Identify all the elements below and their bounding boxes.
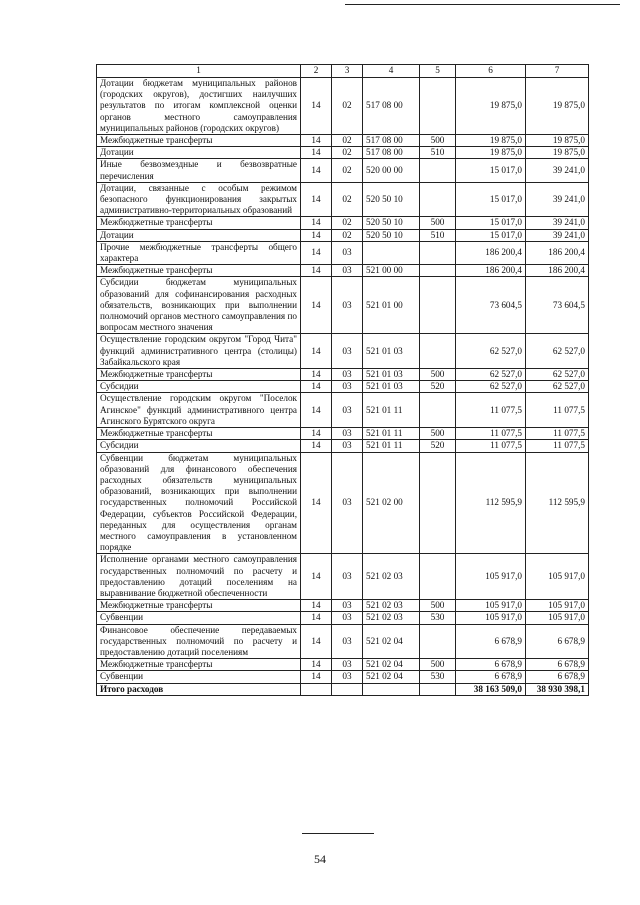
row-target-code: 521 02 03	[363, 612, 420, 624]
row-subsection: 03	[332, 612, 363, 624]
row-expense-type	[420, 182, 456, 217]
row-expense-type: 500	[420, 369, 456, 381]
row-value-col6: 105 917,0	[456, 554, 526, 600]
row-section: 14	[301, 78, 332, 135]
row-expense-type: 500	[420, 135, 456, 147]
row-target-code	[363, 241, 420, 264]
row-name: Межбюджетные трансферты	[97, 659, 301, 671]
row-expense-type	[420, 265, 456, 277]
row-section: 14	[301, 217, 332, 229]
table-row	[97, 612, 589, 624]
row-expense-type: 510	[420, 229, 456, 241]
table-row	[97, 78, 589, 135]
row-target-code: 520 50 10	[363, 182, 420, 217]
table-row	[97, 600, 589, 612]
row-subsection: 03	[332, 241, 363, 264]
row-target-code: 521 02 00	[363, 452, 420, 554]
row-target-code: 521 01 00	[363, 277, 420, 334]
header-col-4: 4	[363, 65, 420, 78]
row-target-code: 521 02 03	[363, 600, 420, 612]
row-section: 14	[301, 612, 332, 624]
row-value-col7: 62 527,0	[526, 369, 589, 381]
row-name: Субсидии	[97, 440, 301, 452]
row-section: 14	[301, 334, 332, 369]
row-subsection: 02	[332, 147, 363, 159]
row-name: Межбюджетные трансферты	[97, 428, 301, 440]
table-row	[97, 334, 589, 369]
table-row	[97, 393, 589, 428]
row-name: Субсидии	[97, 381, 301, 393]
row-value-col6: 11 077,5	[456, 393, 526, 428]
total-value-2012: 38 930 398,1	[526, 683, 589, 695]
table-row	[97, 659, 589, 671]
top-rule	[345, 4, 620, 5]
row-value-col6: 186 200,4	[456, 265, 526, 277]
row-target-code: 521 02 03	[363, 554, 420, 600]
row-subsection: 03	[332, 671, 363, 683]
table-row	[97, 265, 589, 277]
row-target-code: 520 50 10	[363, 217, 420, 229]
row-section: 14	[301, 277, 332, 334]
table-header	[97, 65, 589, 78]
row-value-col7: 6 678,9	[526, 671, 589, 683]
row-section: 14	[301, 393, 332, 428]
row-name: Прочие межбюджетные трансферты общего характера	[97, 241, 301, 264]
row-name: Субвенции бюджетам муниципальных образований для финансового обеспечения расходных обязательств муниципальных образований, возникающих при выполнении государственных полномочий Российской Федерации, субъектов Российской Федерации, переданных для осуществления органам местного самоуправления в установленном порядке	[97, 452, 301, 554]
row-value-col7: 73 604,5	[526, 277, 589, 334]
row-subsection: 02	[332, 182, 363, 217]
row-value-col6: 105 917,0	[456, 600, 526, 612]
row-value-col7: 11 077,5	[526, 428, 589, 440]
row-subsection: 02	[332, 229, 363, 241]
row-section: 14	[301, 671, 332, 683]
row-expense-type: 520	[420, 440, 456, 452]
row-name: Субвенции	[97, 612, 301, 624]
row-section: 14	[301, 452, 332, 554]
row-subsection: 02	[332, 135, 363, 147]
row-name: Дотации	[97, 147, 301, 159]
row-subsection: 02	[332, 217, 363, 229]
row-value-col7: 6 678,9	[526, 624, 589, 659]
row-subsection: 03	[332, 381, 363, 393]
table-body	[97, 78, 589, 684]
row-value-col7: 39 241,0	[526, 159, 589, 182]
row-subsection: 03	[332, 369, 363, 381]
table-row	[97, 277, 589, 334]
row-value-col7: 186 200,4	[526, 241, 589, 264]
row-name: Исполнение органами местного самоуправления государственных полномочий по расчету и предоставлению дотаций поселениям на выравнивание бюджетной обеспеченности	[97, 554, 301, 600]
row-target-code: 521 01 11	[363, 428, 420, 440]
row-value-col6: 11 077,5	[456, 440, 526, 452]
row-section: 14	[301, 624, 332, 659]
row-target-code: 521 02 04	[363, 624, 420, 659]
total-c5	[420, 683, 456, 695]
row-target-code: 520 50 10	[363, 229, 420, 241]
row-value-col7: 62 527,0	[526, 334, 589, 369]
table-row	[97, 381, 589, 393]
header-col-7: 7	[526, 65, 589, 78]
row-value-col6: 15 017,0	[456, 217, 526, 229]
row-value-col7: 39 241,0	[526, 229, 589, 241]
row-value-col7: 105 917,0	[526, 554, 589, 600]
row-name: Дотации	[97, 229, 301, 241]
row-section: 14	[301, 159, 332, 182]
row-value-col7: 11 077,5	[526, 393, 589, 428]
row-value-col6: 6 678,9	[456, 671, 526, 683]
row-name: Межбюджетные трансферты	[97, 265, 301, 277]
row-section: 14	[301, 182, 332, 217]
row-value-col6: 186 200,4	[456, 241, 526, 264]
row-value-col7: 105 917,0	[526, 600, 589, 612]
row-name: Финансовое обеспечение передаваемых государственных полномочий по расчету и предоставлению дотаций поселениям	[97, 624, 301, 659]
row-expense-type	[420, 241, 456, 264]
row-value-col6: 105 917,0	[456, 612, 526, 624]
header-col-1: 1	[97, 65, 301, 78]
header-row	[97, 65, 589, 78]
total-c4	[363, 683, 420, 695]
total-c3	[332, 683, 363, 695]
row-target-code: 517 08 00	[363, 78, 420, 135]
total-value-2011: 38 163 509,0	[456, 683, 526, 695]
row-value-col6: 62 527,0	[456, 369, 526, 381]
row-value-col7: 19 875,0	[526, 78, 589, 135]
table-row	[97, 671, 589, 683]
row-subsection: 03	[332, 554, 363, 600]
row-section: 14	[301, 440, 332, 452]
row-expense-type: 500	[420, 428, 456, 440]
row-section: 14	[301, 241, 332, 264]
row-subsection: 03	[332, 440, 363, 452]
row-target-code: 521 01 03	[363, 381, 420, 393]
row-target-code: 517 08 00	[363, 135, 420, 147]
row-value-col7: 62 527,0	[526, 381, 589, 393]
row-value-col6: 15 017,0	[456, 182, 526, 217]
row-expense-type: 530	[420, 612, 456, 624]
row-target-code: 521 02 04	[363, 671, 420, 683]
row-value-col6: 15 017,0	[456, 229, 526, 241]
row-expense-type: 510	[420, 147, 456, 159]
row-subsection: 03	[332, 428, 363, 440]
table-row	[97, 241, 589, 264]
row-value-col6: 15 017,0	[456, 159, 526, 182]
row-subsection: 03	[332, 600, 363, 612]
total-row	[97, 683, 589, 695]
row-expense-type: 520	[420, 381, 456, 393]
row-value-col6: 62 527,0	[456, 381, 526, 393]
row-section: 14	[301, 265, 332, 277]
row-target-code: 521 02 04	[363, 659, 420, 671]
row-value-col7: 11 077,5	[526, 440, 589, 452]
row-expense-type	[420, 78, 456, 135]
row-value-col7: 39 241,0	[526, 217, 589, 229]
row-subsection: 03	[332, 393, 363, 428]
table-row	[97, 369, 589, 381]
table-row	[97, 217, 589, 229]
row-value-col6: 112 595,9	[456, 452, 526, 554]
row-target-code: 521 00 00	[363, 265, 420, 277]
page-number: 54	[314, 852, 326, 866]
row-target-code: 520 00 00	[363, 159, 420, 182]
row-value-col6: 11 077,5	[456, 428, 526, 440]
total-label: Итого расходов	[97, 683, 301, 695]
footer-rule	[302, 833, 374, 834]
row-name: Дотации, связанные с особым режимом безопасного функционирования закрытых административно-территориальных образований	[97, 182, 301, 217]
row-value-col7: 19 875,0	[526, 135, 589, 147]
row-subsection: 03	[332, 265, 363, 277]
row-value-col6: 73 604,5	[456, 277, 526, 334]
table-row	[97, 229, 589, 241]
row-expense-type: 500	[420, 659, 456, 671]
row-subsection: 03	[332, 277, 363, 334]
row-name: Межбюджетные трансферты	[97, 369, 301, 381]
budget-table	[96, 64, 589, 696]
table-row	[97, 624, 589, 659]
row-target-code: 521 01 11	[363, 393, 420, 428]
row-section: 14	[301, 600, 332, 612]
row-value-col7: 112 595,9	[526, 452, 589, 554]
row-expense-type	[420, 624, 456, 659]
header-col-3: 3	[332, 65, 363, 78]
row-subsection: 03	[332, 452, 363, 554]
row-name: Межбюджетные трансферты	[97, 135, 301, 147]
row-expense-type	[420, 393, 456, 428]
header-col-6: 6	[456, 65, 526, 78]
row-target-code: 521 01 11	[363, 440, 420, 452]
row-subsection: 02	[332, 78, 363, 135]
row-expense-type	[420, 159, 456, 182]
row-value-col7: 6 678,9	[526, 659, 589, 671]
row-value-col6: 62 527,0	[456, 334, 526, 369]
header-col-2: 2	[301, 65, 332, 78]
row-name: Осуществление городским округом "Поселок Агинское" функций административного центра Агинского Бурятского округа	[97, 393, 301, 428]
table-row	[97, 147, 589, 159]
row-subsection: 03	[332, 334, 363, 369]
row-subsection: 03	[332, 659, 363, 671]
row-name: Межбюджетные трансферты	[97, 217, 301, 229]
row-expense-type: 500	[420, 217, 456, 229]
row-value-col6: 19 875,0	[456, 147, 526, 159]
row-section: 14	[301, 135, 332, 147]
table-row	[97, 182, 589, 217]
row-value-col6: 19 875,0	[456, 135, 526, 147]
row-value-col7: 105 917,0	[526, 612, 589, 624]
table-row	[97, 554, 589, 600]
row-value-col6: 19 875,0	[456, 78, 526, 135]
row-name: Осуществление городским округом "Город Чита" функций административного центра (столицы) Забайкальского края	[97, 334, 301, 369]
row-section: 14	[301, 659, 332, 671]
table-row	[97, 159, 589, 182]
row-section: 14	[301, 428, 332, 440]
table-row	[97, 440, 589, 452]
row-value-col7: 39 241,0	[526, 182, 589, 217]
row-name: Субвенции	[97, 671, 301, 683]
row-subsection: 02	[332, 159, 363, 182]
row-value-col6: 6 678,9	[456, 624, 526, 659]
table-row	[97, 452, 589, 554]
row-target-code: 521 01 03	[363, 369, 420, 381]
row-value-col7: 186 200,4	[526, 265, 589, 277]
total-c2	[301, 683, 332, 695]
row-section: 14	[301, 554, 332, 600]
row-expense-type: 530	[420, 671, 456, 683]
row-name: Дотации бюджетам муниципальных районов (городских округов), достигших наилучших результатов по итогам комплексной оценки органов местного самоуправления муниципальных районов (городских округов)	[97, 78, 301, 135]
row-name: Межбюджетные трансферты	[97, 600, 301, 612]
row-section: 14	[301, 369, 332, 381]
table-row	[97, 428, 589, 440]
row-expense-type	[420, 554, 456, 600]
row-expense-type	[420, 334, 456, 369]
row-expense-type	[420, 277, 456, 334]
row-target-code: 517 08 00	[363, 147, 420, 159]
row-subsection: 03	[332, 624, 363, 659]
row-target-code: 521 01 03	[363, 334, 420, 369]
row-expense-type: 500	[420, 600, 456, 612]
row-value-col7: 19 875,0	[526, 147, 589, 159]
row-name: Иные безвозмездные и безвозвратные перечисления	[97, 159, 301, 182]
row-name: Субсидии бюджетам муниципальных образований для софинансирования расходных обязательств, возникающих при выполнении полномочий органов местного самоуправления по вопросам местного значения	[97, 277, 301, 334]
row-section: 14	[301, 229, 332, 241]
row-expense-type	[420, 452, 456, 554]
row-section: 14	[301, 147, 332, 159]
header-col-5: 5	[420, 65, 456, 78]
row-value-col6: 6 678,9	[456, 659, 526, 671]
row-section: 14	[301, 381, 332, 393]
table-row	[97, 135, 589, 147]
